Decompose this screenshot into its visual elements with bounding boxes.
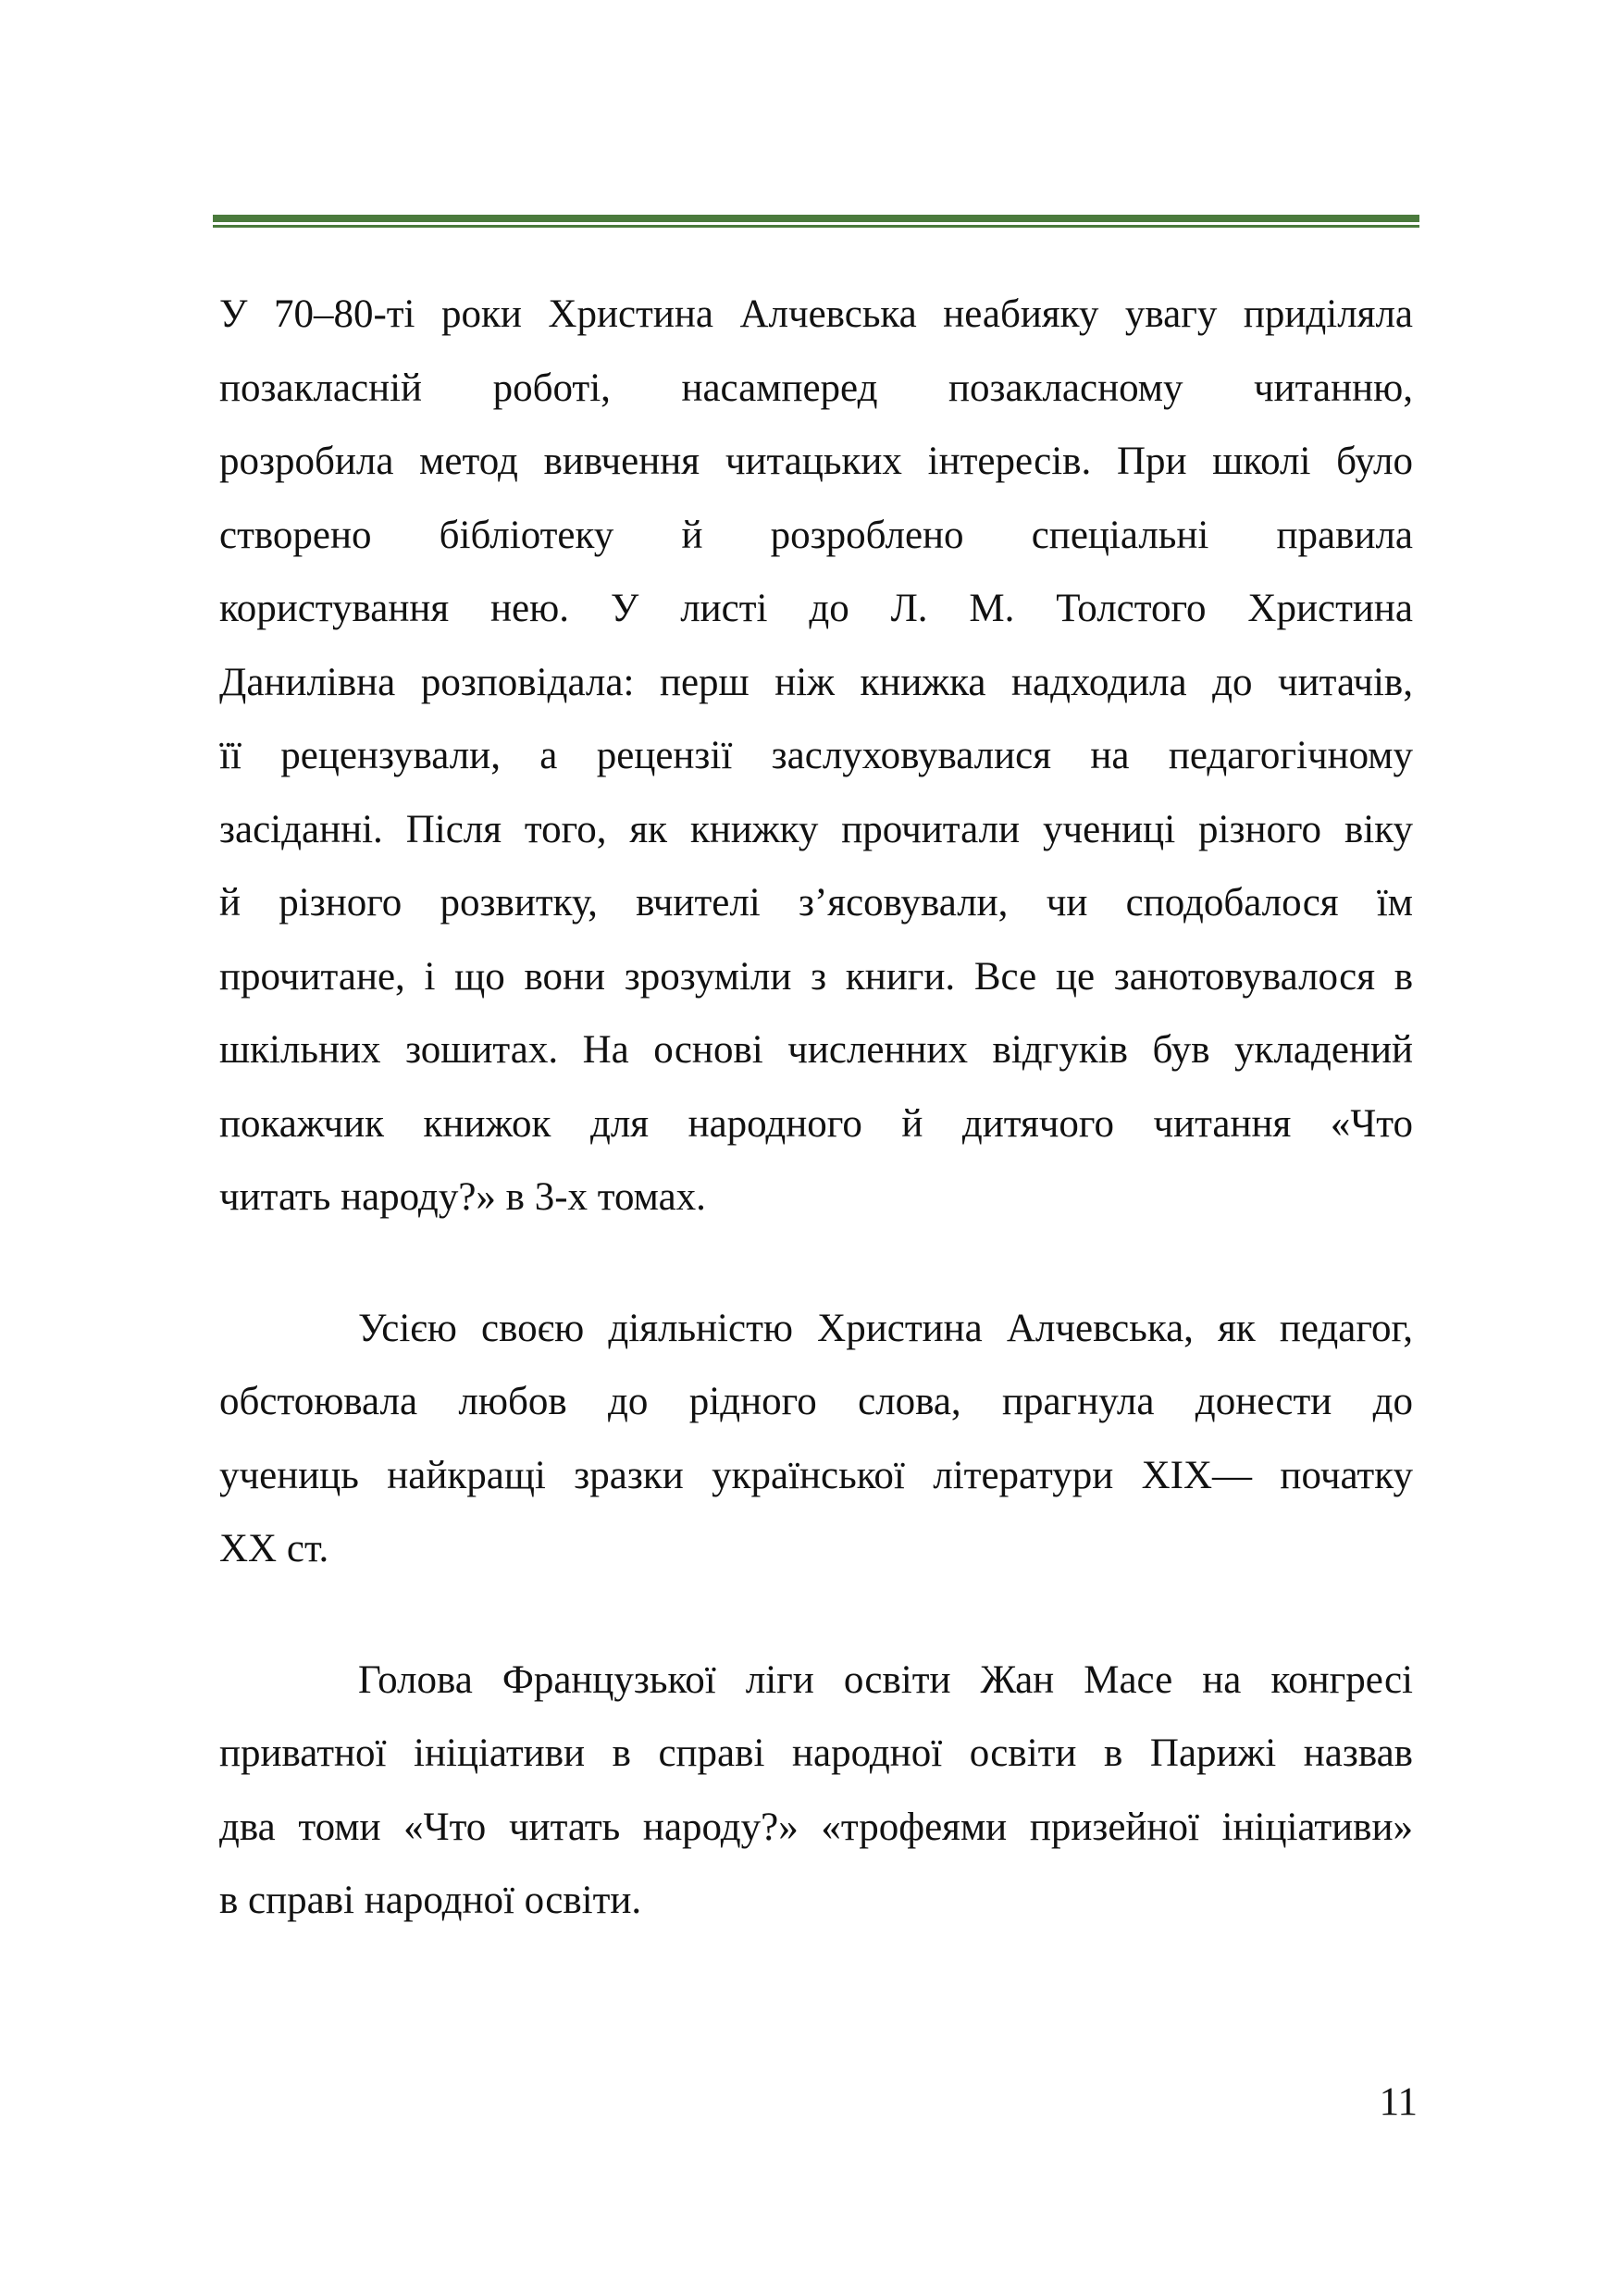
text-line: розробила метод вивчення читацьких інтересів. При школі було bbox=[219, 440, 1413, 483]
text-line: створено бібліотеку й розроблено спеціальні правила bbox=[219, 513, 1413, 557]
text-line: Усією своєю діяльністю Христина Алчевська, як педагог, bbox=[358, 1306, 1413, 1350]
text-line: позакласній роботі, насамперед позакласному читанню, bbox=[219, 366, 1413, 410]
text-line: XX ст. bbox=[219, 1527, 329, 1570]
header-rule-thick bbox=[213, 215, 1419, 222]
paragraph-spacing bbox=[219, 1586, 1413, 1644]
text-line: користування нею. У листі до Л. М. Толстого Христина bbox=[219, 587, 1413, 630]
text-line: читать народу?» в 3-х томах. bbox=[219, 1175, 706, 1219]
text-line: У 70–80-ті роки Христина Алчевська неабияку увагу приділяла bbox=[219, 292, 1413, 336]
paragraph-2 bbox=[219, 1292, 1413, 1586]
text-line: й різного розвитку, вчителі з’ясовували, чи сподобалося їм bbox=[219, 881, 1413, 925]
text-line: обстоювала любов до рідного слова, прагнула донести до bbox=[219, 1380, 1413, 1423]
text-line: прочитане, і що вони зрозуміли з книги. Все це занотовувалося в bbox=[219, 954, 1413, 999]
text-line: шкільних зошитах. На основі численних відгуків був укладений bbox=[219, 1028, 1413, 1072]
text-line: приватної ініціативи в справі народної освіти в Парижі назвав bbox=[219, 1731, 1413, 1775]
body-text bbox=[219, 278, 1413, 1938]
text-line: Данилівна розповідала: перш ніж книжка надходила до читачів, bbox=[219, 660, 1413, 704]
text-line: її рецензували, а рецензії заслуховувалися на педагогічному bbox=[219, 734, 1413, 777]
text-line: Голова Французької ліги освіти Жан Масе на конгресі bbox=[358, 1657, 1413, 1702]
paragraph-3 bbox=[219, 1644, 1413, 1938]
paragraph-spacing bbox=[219, 1235, 1413, 1292]
text-line: два томи «Что читать народу?» «трофеями призейної ініціативи» bbox=[219, 1805, 1413, 1849]
text-line: покажчик книжок для народного й дитячого читання «Что bbox=[219, 1101, 1413, 1146]
page-number: 11 bbox=[1379, 2080, 1418, 2124]
header-double-rule bbox=[213, 215, 1419, 228]
text-line: в справі народної освіти. bbox=[219, 1879, 642, 1922]
header-rule-thin bbox=[213, 225, 1419, 228]
text-line: засіданні. Після того, як книжку прочитали учениці різного віку bbox=[219, 807, 1413, 851]
paragraph-1 bbox=[219, 278, 1413, 1235]
text-line: учениць найкращі зразки української літератури XIX— початку bbox=[219, 1453, 1413, 1497]
